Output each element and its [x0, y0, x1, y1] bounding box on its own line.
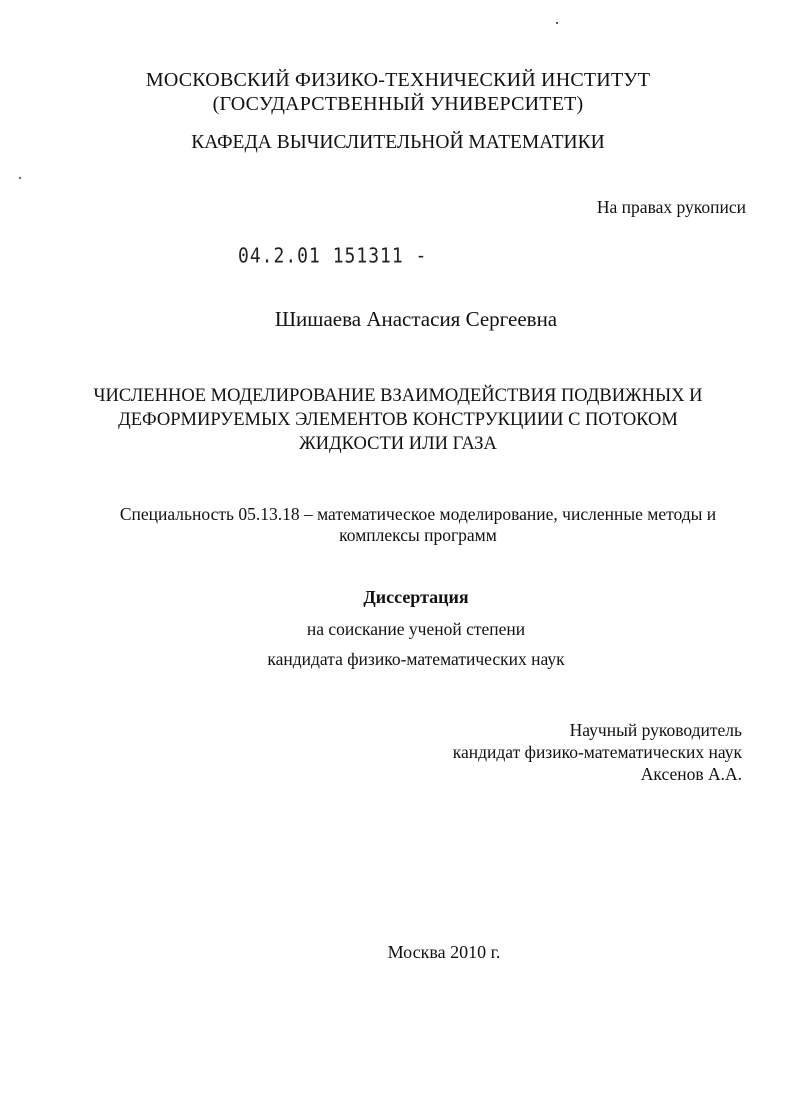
specialty: [20, 504, 796, 546]
rights-note: На правах рукописи: [596, 197, 746, 217]
degree-line-1: на соискание ученой степени: [306, 619, 526, 639]
thesis-title-line-2: ДЕФОРМИРУЕМЫХ ЭЛЕМЕНТОВ КОНСТРУКЦИИИ С ПОТОКОМ: [118, 410, 678, 430]
supervisor-role: Научный руководитель: [569, 720, 742, 740]
specialty-line-1: Специальность 05.13.18 – математическое моделирование, численные методы и: [119, 504, 717, 524]
specialty-line-2: комплексы программ: [339, 525, 497, 545]
author-name: Шишаева Анастасия Сергеевна: [274, 307, 558, 331]
institute-name: [0, 68, 796, 116]
registration-stamp-number: 04.2.01 151311 -: [238, 244, 428, 269]
institute-line-1: МОСКОВСКИЙ ФИЗИКО-ТЕХНИЧЕСКИЙ ИНСТИТУТ: [145, 69, 651, 91]
thesis-title-line-3: ЖИДКОСТИ ИЛИ ГАЗА: [299, 434, 497, 454]
supervisor-degree: кандидат физико-математических наук: [452, 742, 742, 762]
scan-speck: [19, 177, 22, 180]
thesis-title: [0, 384, 796, 456]
degree-line-2: кандидата физико-математических наук: [267, 649, 565, 669]
scan-speck: [556, 22, 558, 24]
city-year: Москва 2010 г.: [387, 942, 501, 962]
institute-line-2: (ГОСУДАРСТВЕННЫЙ УНИВЕРСИТЕТ): [212, 93, 584, 115]
supervisor-block: [453, 719, 742, 785]
dissertation-heading: Диссертация: [363, 587, 469, 607]
supervisor-name: Аксенов А.А.: [640, 764, 742, 784]
thesis-title-line-1: ЧИСЛЕННОЕ МОДЕЛИРОВАНИЕ ВЗАИМОДЕЙСТВИЯ ПОДВИЖНЫХ И: [93, 386, 703, 406]
department-name: КАФЕДА ВЫЧИСЛИТЕЛЬНОЙ МАТЕМАТИКИ: [191, 132, 605, 153]
